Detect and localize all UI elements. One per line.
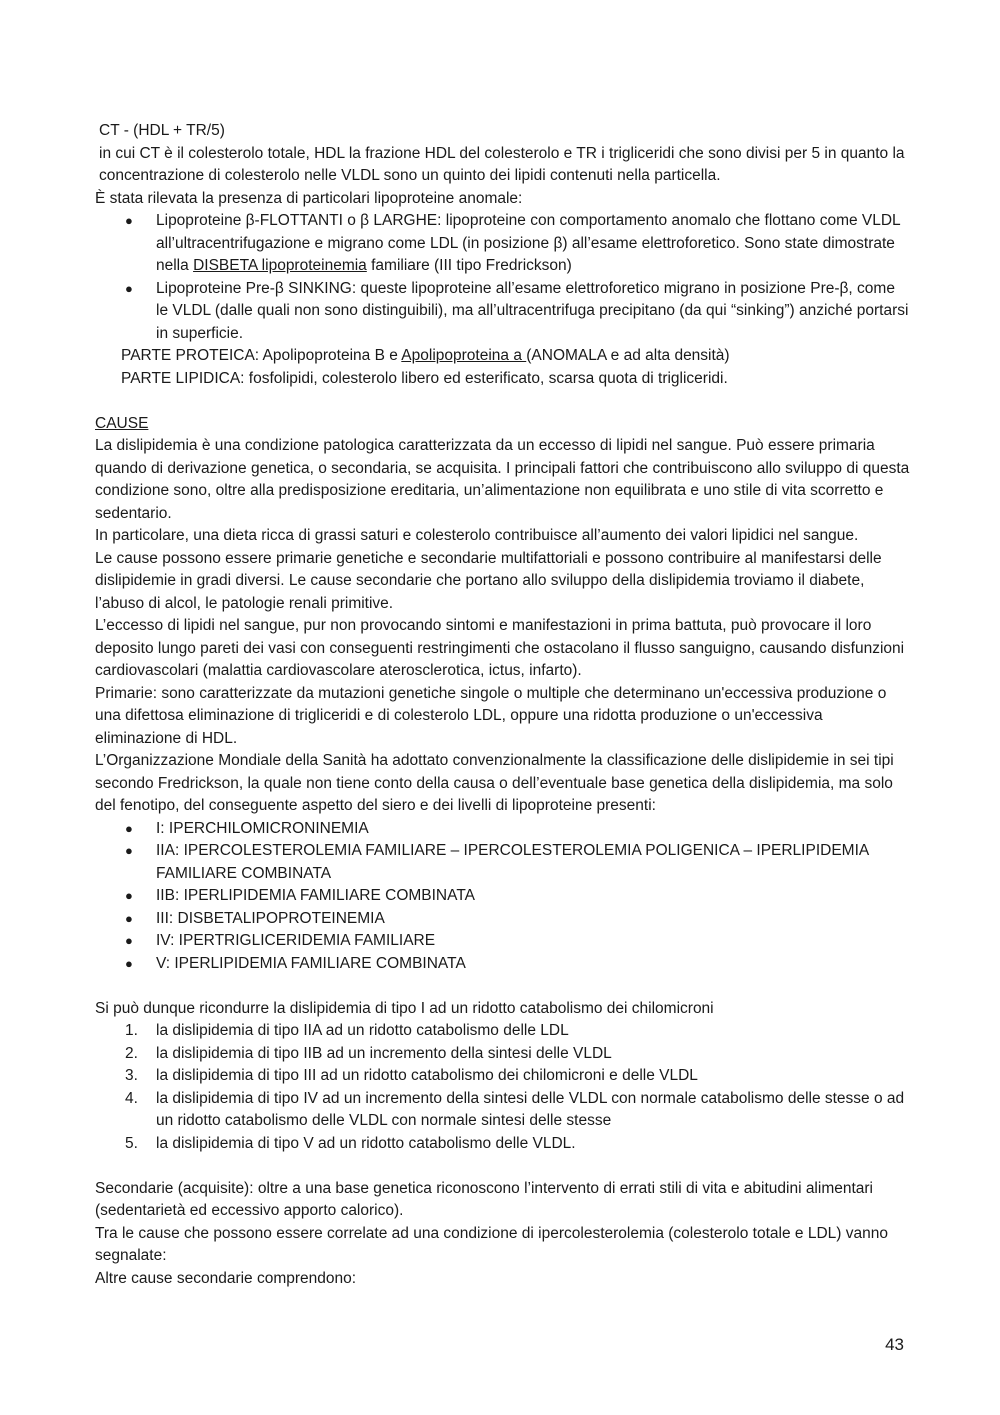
type-label: V: IPERLIPIDEMIA FAMILIARE COMBINATA xyxy=(156,954,466,972)
anomalous-intro: È stata rilevata la presenza di particolari lipoproteine anomale: xyxy=(95,189,523,207)
page-number: 43 xyxy=(885,1335,904,1354)
numbered-text: la dislipidemia di tipo III ad un ridotto catabolismo dei chilomicroni e delle VLDL xyxy=(156,1067,698,1084)
numbered-text: la dislipidemia di tipo IIB ad un incremento della sintesi delle VLDL xyxy=(156,1044,612,1062)
list-number: 3. xyxy=(125,1067,138,1084)
lipidic-part: PARTE LIPIDICA: fosfolipidi, colesterolo libero ed esterificato, scarsa quota di trigliceridi. xyxy=(121,369,728,387)
type-label: IV: IPERTRIGLICERIDEMIA FAMILIARE xyxy=(156,932,436,949)
type-label: III: DISBETALIPOPROTEINEMIA xyxy=(156,909,385,927)
spacer xyxy=(95,390,910,413)
bullet-icon: ● xyxy=(125,820,133,836)
lipo-b1-tail: familiare (III tipo Fredrickson) xyxy=(366,257,572,274)
bullet-icon: ● xyxy=(125,888,133,903)
cause-heading xyxy=(95,413,910,436)
ricondurre-sentence: Si può dunque ricondurre la dislipidemia di tipo I ad un ridotto catabolismo dei chilomicroni xyxy=(95,999,714,1017)
type-label: I: IPERCHILOMICRONINEMIA xyxy=(156,819,369,837)
list-item xyxy=(95,1043,910,1066)
bullet-icon: ● xyxy=(125,843,133,858)
proteic-label: PARTE PROTEICA: Apolipoproteina B e xyxy=(121,347,402,364)
numbered-text: la dislipidemia di tipo V ad un ridotto catabolismo delle VLDL. xyxy=(156,1134,576,1152)
altre-cause-paragraph: Altre cause secondarie comprendono: xyxy=(95,1269,357,1287)
list-item xyxy=(95,1065,910,1088)
cause-heading-text: CAUSE xyxy=(95,414,149,432)
spacer xyxy=(95,1155,910,1178)
apolipoprotein-a-underlined: Apolipoproteina a xyxy=(401,347,527,364)
list-item xyxy=(95,1020,910,1043)
cause-paragraph: In particolare, una dieta ricca di grassi saturi e colesterolo contribuisce all’aumento dei valori lipidici nel sangue. xyxy=(95,527,859,544)
bullet-icon: ● xyxy=(125,910,133,926)
numbered-text: la dislipidemia di tipo IV ad un incremento della sintesi delle VLDL con normale catabolismo delle stesse o ad un ridotto catabolismo delle VLDL con normale sintesi delle stesse xyxy=(156,1089,905,1129)
cause-paragraph: La dislipidemia è una condizione patologica caratterizzata da un eccesso di lipidi nel sangue. Può essere primaria quando di derivazione genetica, o secondaria, se acquisita. I principali fattori che contribuiscono allo sviluppo di questa condizione sono, oltre alla predisposizione ereditaria, un’alimentazione non equilibrata e uno stile di vita scorretto e sedentario. xyxy=(95,437,910,522)
proteic-tail: (ANOMALA e ad alta densità) xyxy=(526,347,730,364)
proteic-part xyxy=(95,345,910,368)
bullet-icon: ● xyxy=(125,280,133,296)
list-item xyxy=(95,278,910,346)
page-content xyxy=(95,120,910,1290)
list-item xyxy=(95,953,910,976)
formula-explanation: in cui CT è il colesterolo totale, HDL la frazione HDL del colesterolo e TR i trigliceridi che sono divisi per 5 in quanto la concentrazione di colesterolo nelle VLDL sono un quinto dei lipidi contenuti nella particella. xyxy=(99,144,905,184)
lipo-b1-text: Lipoproteine β-FLOTTANTI o β LARGHE: lipoproteine con comportamento anomalo che flottano come VLDL all’ultracentrifugazione e migrano come LDL (in posizione β) all’esame elettroforetico. Sono state dimostrate nella xyxy=(156,212,901,274)
anomalous-lipoprotein-list xyxy=(95,210,910,345)
list-number: 4. xyxy=(125,1089,138,1107)
cause-paragraph: Primarie: sono caratterizzate da mutazioni genetiche singole o multiple che determinano un'eccessiva produzione o una difettosa eliminazione di trigliceridi e di colesterolo LDL, oppure una ridotta produzione o un'eccessiva eliminazione di HDL. xyxy=(95,684,887,747)
cause-paragraph: Le cause possono essere primarie genetiche e secondarie multifattoriali e possono contribuire al manifestarsi delle dislipidemie in gradi diversi. Le cause secondarie che portano allo sviluppo della dislipidemia troviamo il diabete, l’abuso di alcol, le patologie renali primitive. xyxy=(95,549,882,612)
cause-paragraph: L’eccesso di lipidi nel sangue, pur non provocando sintomi e manifestazioni in prima battuta, può provocare il loro deposito lungo pareti dei vasi con conseguenti restringimenti che ostacolano il flusso sanguigno, causando disfunzioni cardiovascolari (malattia cardiovascolare aterosclerotica, ictus, infarto). xyxy=(95,617,905,679)
lipo-b2-text: Lipoproteine Pre-β SINKING: queste lipoproteine all’esame elettroforetico migrano in posizione Pre-β, come le VLDL (dalle quali non sono distinguibili), ma all’ultracentrifuga precipitano (da qui “sinking”) anziché portarsi in superficie. xyxy=(156,279,909,342)
list-item xyxy=(95,1133,910,1156)
disbeta-underlined: DISBETA lipoproteinemia xyxy=(193,257,367,274)
spacer xyxy=(95,975,910,998)
list-item xyxy=(95,930,910,953)
bullet-icon: ● xyxy=(125,933,133,948)
list-item xyxy=(95,1088,910,1133)
list-item xyxy=(95,818,910,841)
dyslipidemia-numbered-list xyxy=(95,1020,910,1155)
list-number: 5. xyxy=(125,1134,138,1152)
type-label: IIB: IPERLIPIDEMIA FAMILIARE COMBINATA xyxy=(156,887,475,904)
list-item xyxy=(95,210,910,278)
fredrickson-types-list xyxy=(95,818,910,976)
cause-paragraph: L’Organizzazione Mondiale della Sanità ha adottato convenzionalmente la classificazione delle dislipidemie in sei tipi secondo Fredrickson, la quale non tiene conto della causa o dell’eventuale base genetica della dislipidemia, ma solo del fenotipo, del conseguente aspetto del siero e dei livelli di lipoproteine presenti: xyxy=(95,752,894,814)
bullet-icon: ● xyxy=(125,955,133,971)
formula: CT - (HDL + TR/5) xyxy=(99,122,225,139)
bullet-icon: ● xyxy=(125,213,133,228)
list-item xyxy=(95,840,910,885)
tra-le-cause-paragraph: Tra le cause che possono essere correlate ad una condizione di ipercolesterolemia (colesterolo totale e LDL) vanno segnalate: xyxy=(95,1224,888,1264)
secondarie-paragraph: Secondarie (acquisite): oltre a una base genetica riconoscono l’intervento di errati stili di vita e abitudini alimentari (sedentarietà ed eccessivo apporto calorico). xyxy=(95,1179,874,1219)
type-label: IIA: IPERCOLESTEROLEMIA FAMILIARE – IPERCOLESTEROLEMIA POLIGENICA – IPERLIPIDEMIA FAMILIARE COMBINATA xyxy=(156,842,869,882)
numbered-text: la dislipidemia di tipo IIA ad un ridotto catabolismo delle LDL xyxy=(156,1022,569,1039)
list-number: 1. xyxy=(125,1022,138,1039)
list-number: 2. xyxy=(125,1044,138,1062)
list-item xyxy=(95,885,910,908)
list-item xyxy=(95,908,910,931)
